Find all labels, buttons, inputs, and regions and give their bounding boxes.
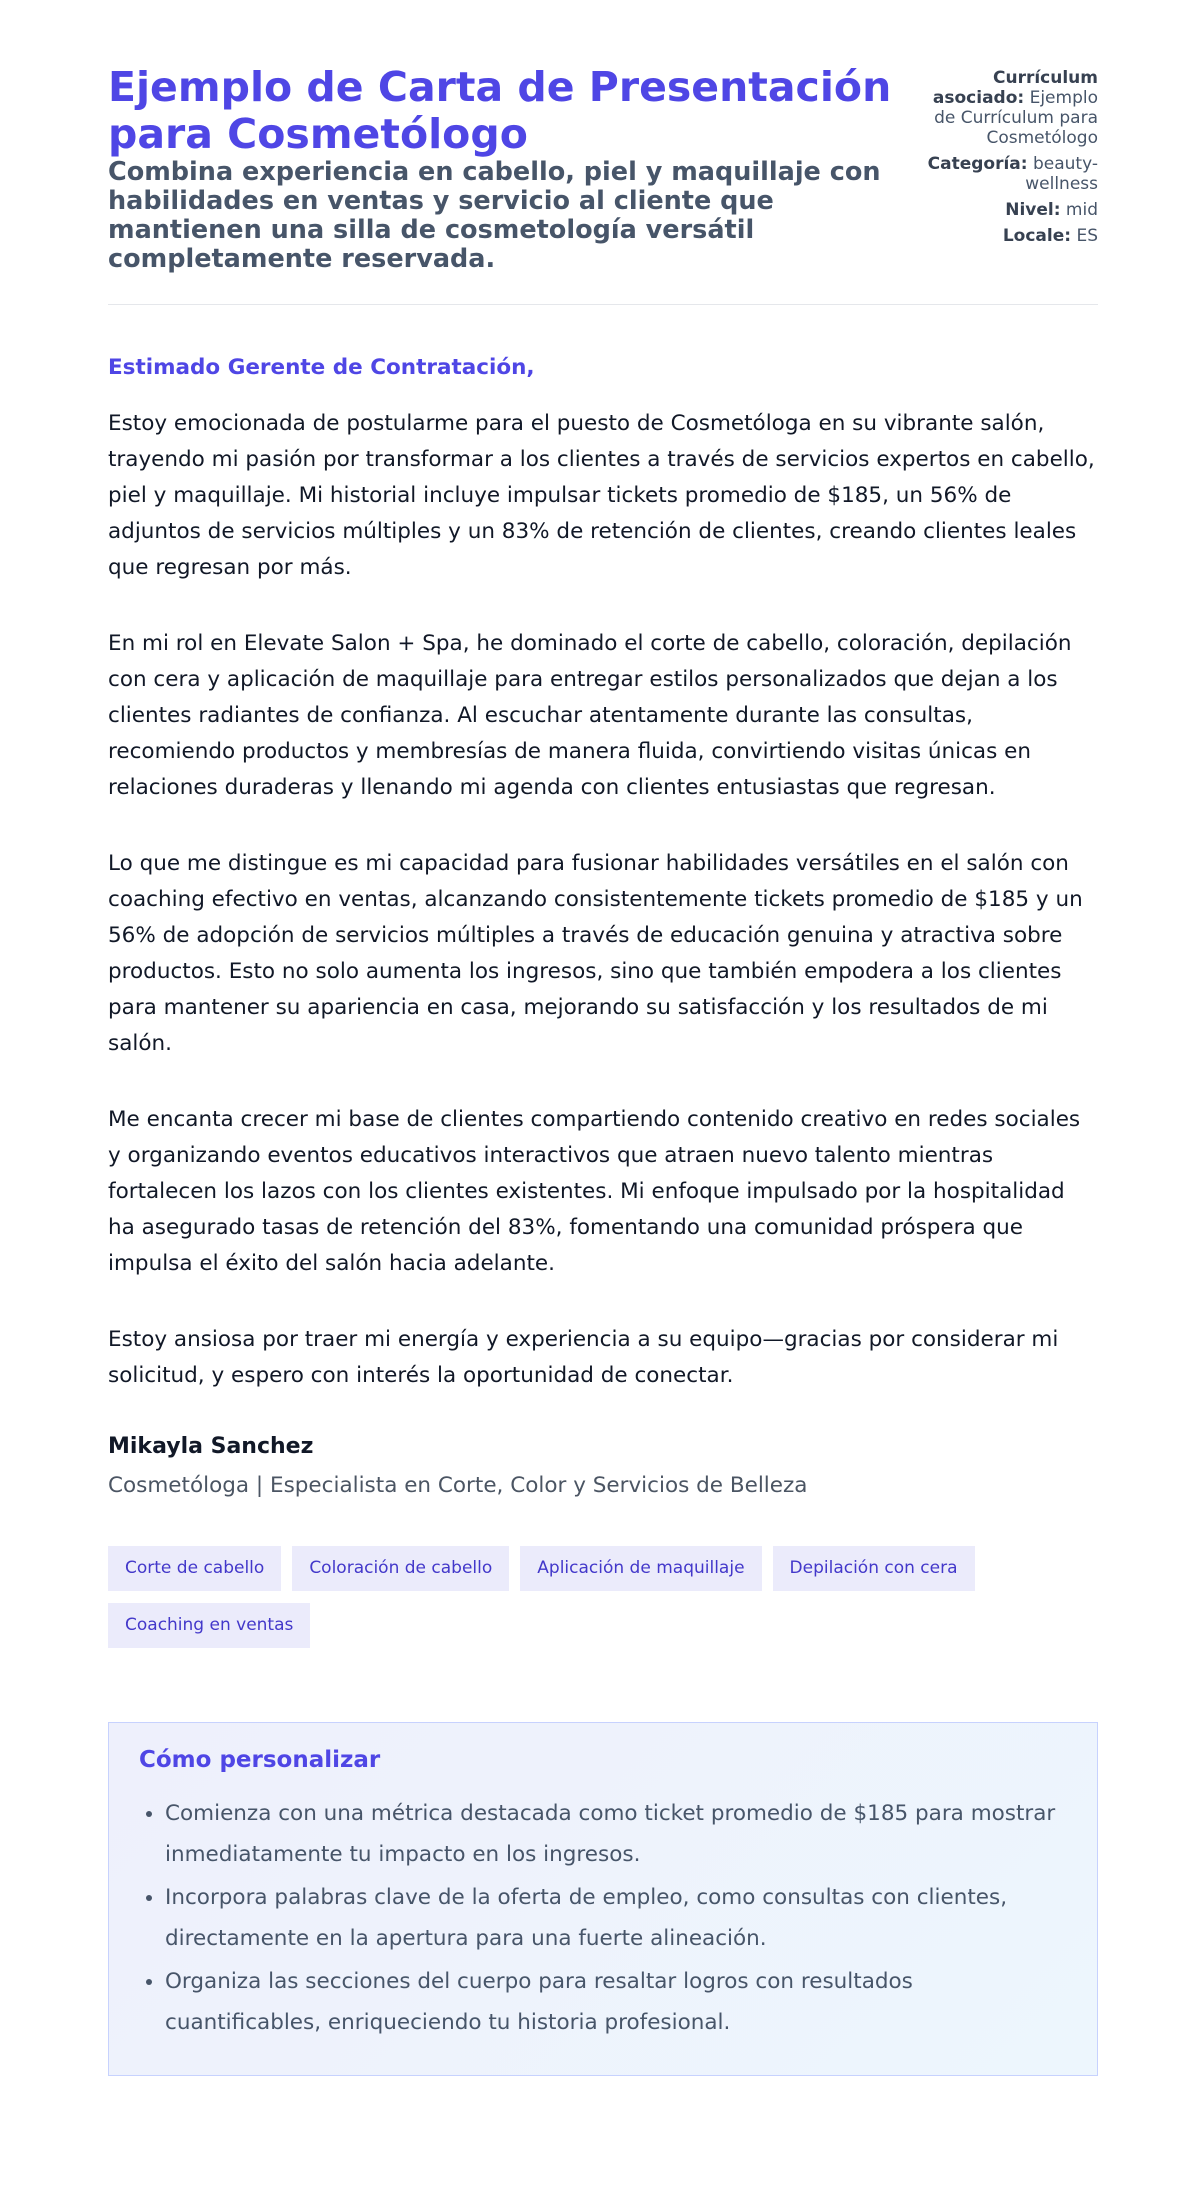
cover-letter-page (108, 64, 1098, 2076)
meta-category: Categoría: beauty-wellness (927, 154, 1098, 194)
skill-tag: Coaching en ventas (108, 1603, 310, 1648)
signature-title: Cosmetóloga | Especialista en Corte, Color y Servicios de Belleza (108, 1473, 808, 1498)
page-title: Ejemplo de Carta de Presentación para Cosmetólogo (108, 63, 892, 158)
customize-tips-box (108, 1722, 1098, 2076)
skill-tag: Aplicación de maquillaje (520, 1546, 761, 1591)
skill-tags (108, 1546, 1008, 1648)
page-subtitle: Combina experiencia en cabello, piel y maquillaje con habilidades en ventas y servicio al cliente que mantienen una silla de cosmetología versátil completamente reservada. (108, 157, 881, 274)
skill-tag: Coloración de cabello (292, 1546, 509, 1591)
paragraph: Lo que me distingue es mi capacidad para fusionar habilidades versátiles en el salón con coaching efectivo en ventas, alcanzando consistentemente tickets promedio de $185 y un 56% de adopción de servicios múltiples a través de educación genuina y atractiva sobre productos. Esto no solo aumenta los ingresos, sino que también empodera a los clientes para mantener su apariencia en casa, mejorando su satisfacción y los resultados de mi salón. (108, 851, 1083, 1056)
tips-list (139, 1793, 1067, 2043)
header (108, 64, 1098, 305)
paragraph: En mi rol en Elevate Salon + Spa, he dominado el corte de cabello, coloración, depilación con cera y aplicación de maquillaje para entregar estilos personalizados que dejan a los clientes radiantes de confianza. Al escuchar atentamente durante las consultas, recomiendo productos y membresías de manera fluida, convirtiendo visitas únicas en relaciones duraderas y llenando mi agenda con clientes entusiastas que regresan. (108, 631, 1072, 800)
tip-item: • Incorpora palabras clave de la oferta de empleo, como consultas con clientes, directamente en la apertura para una fuerte alineación. (165, 1877, 1067, 1959)
meta-locale: Locale: ES (1002, 226, 1098, 246)
tip-item: • Comienza con una métrica destacada como ticket promedio de $185 para mostrar inmediatamente tu impacto en los ingresos. (165, 1793, 1067, 1875)
skill-tag: Depilación con cera (773, 1546, 975, 1591)
tip-item: • Organiza las secciones del cuerpo para resaltar logros con resultados cuantificables, enriqueciendo tu historia profesional. (165, 1961, 1067, 2043)
paragraph: Estoy emocionada de postularme para el puesto de Cosmetóloga en su vibrante salón, trayendo mi pasión por transformar a los clientes a través de servicios expertos en cabello, piel y maquillaje. Mi historial incluye impulsar tickets promedio de $185, un 56% de adjuntos de servicios múltiples y un 83% de retención de clientes, creando clientes leales que regresan por más. (108, 411, 1095, 580)
meta-level: Nivel: mid (1005, 200, 1098, 220)
paragraph: Me encanta crecer mi base de clientes compartiendo contenido creativo en redes sociales y organizando eventos educativos interactivos que atraen nuevo talento mientras fortalecen los lazos con los clientes existentes. Mi enfoque impulsado por la hospitalidad ha asegurado tasas de retención del 83%, fomentando una comunidad próspera que impulsa el éxito del salón hacia adelante. (108, 1107, 1081, 1276)
meta-info (908, 68, 1098, 252)
meta-resume: Currículum asociado: Ejemplo de Currículum para Cosmetólogo (932, 68, 1098, 148)
skill-tag: Corte de cabello (108, 1546, 281, 1591)
greeting: Estimado Gerente de Contratación, (108, 355, 535, 380)
tips-title: Cómo personalizar (139, 1747, 381, 1773)
paragraph: Estoy ansiosa por traer mi energía y experiencia a su equipo—gracias por considerar mi solicitud, y espero con interés la oportunidad de conectar. (108, 1327, 1059, 1388)
letter-body (108, 406, 1098, 1394)
signature-name: Mikayla Sanchez (108, 1434, 314, 1459)
